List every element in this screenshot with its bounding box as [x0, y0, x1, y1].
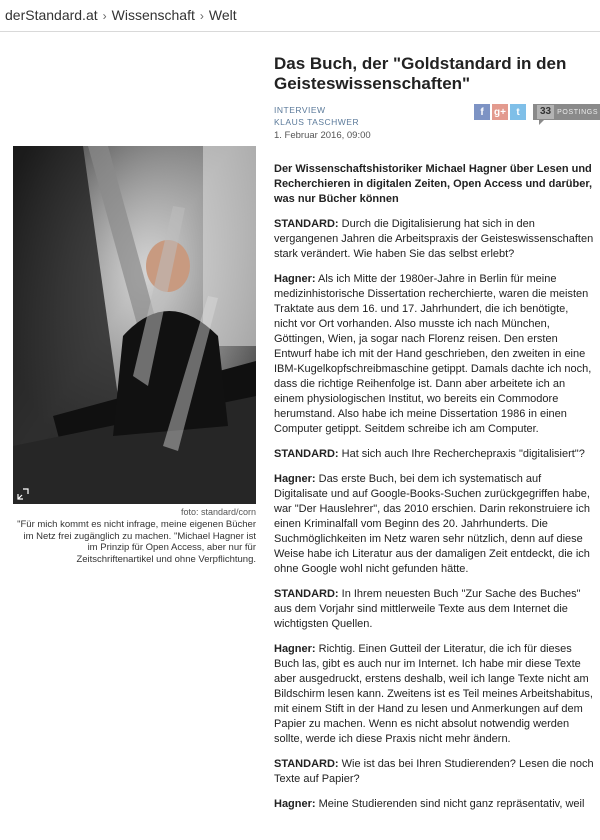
speech-bubble-tail-icon — [539, 120, 544, 125]
article-headline: Das Buch, der "Goldstandard in den Geisteswissenschaften" — [274, 54, 567, 93]
paragraph-text: Meine Studierenden sind nicht ganz repräsentativ, weil — [315, 798, 585, 810]
article-meta — [274, 104, 599, 154]
speaker-label: STANDARD: — [274, 448, 339, 460]
speaker-label: Hagner: — [274, 643, 316, 655]
breadcrumb-separator: › — [102, 9, 107, 23]
paragraph-text: Durch die Digitalisierung hat sich in den vergangenen Jahren die Arbeitspraxis der Geisteswissenschaften stark verändert. Wie haben Sie das selbst erlebt? — [274, 218, 594, 260]
speaker-label: Hagner: — [274, 798, 316, 810]
article-lead: Der Wissenschaftshistoriker Michael Hagner über Lesen und Recherchieren in digitalen Zeiten, Open Access und darüber, was nur Bücher können — [274, 163, 593, 205]
article-kicker[interactable]: INTERVIEW — [274, 105, 326, 115]
breadcrumb-site-link[interactable]: derStandard.at — [5, 7, 98, 23]
postings-count: 33 — [537, 105, 554, 119]
paragraph-text: Als ich Mitte der 1980er-Jahre in Berlin für meine medizinhistorische Dissertation recherchierte, waren die meisten Traktate aus dem 16. und 17. Jahrhundert, die ich benötigte, nicht vor Ort vorhanden. Also musste ich nach München, Göttingen, Wien, ja sogar nach Florenz reisen. Den ersten Entwurf habe ich mit der Hand geschrieben, den zweiten in eine IBM-Kugelkopfschreibmaschine getippt. Damals dachte ich noch, dass die richtige Reihenfolge ist. Dann aber arbeitete ich an einem physiologischen Institut, wo bereits ein Commodore herumstand. Also habe ich meine Dissertation 1986 in einen Computer getippt. Seitdem schreibe ich am Computer. — [274, 273, 592, 435]
interview-paragraph — [274, 587, 594, 632]
interview-paragraph — [274, 472, 594, 577]
speaker-label: STANDARD: — [274, 218, 339, 230]
postings-button[interactable] — [533, 104, 600, 120]
paragraph-text: Das erste Buch, bei dem ich systematisch auf Digitalisate und auf Google-Books-Suchen zurückgegriffen habe, war "Der Hauslehrer", das 2010 erschien. Darin rekonstruiere ich einen Kriminalfall vom Beginn des 20. Jahrhunderts. Die Suchmöglichkeiten im Netz waren sehr nützlich, denn auf diese Weise habe ich Literatur aus der damaligen Zeit entdeckt, die ich ohne Google wohl nicht gefunden hätte. — [274, 473, 590, 575]
speaker-label: Hagner: — [274, 473, 316, 485]
paragraph-text: Hat sich auch Ihre Recherchepraxis "digitalisiert"? — [338, 448, 585, 460]
twitter-share-icon[interactable]: t — [510, 104, 526, 120]
interview-paragraph — [274, 447, 594, 462]
interview-paragraph — [274, 642, 594, 747]
paragraph-text: Richtig. Einen Gutteil der Literatur, die ich für dieses Buch las, gibt es auch nur im Internet. Ich habe mir diese Texte aber ausgedruckt, erstens deshalb, weil ich lange Texte nicht am Bildschirm lesen kann. Zweitens ist es Teil meines Arbeitshabitus, mit einem Stift in der Hand zu lesen und Anmerkungen auf dem Papier zu machen. Wenn es nicht absolut notwendig werden sollte, werde ich diese Praxis nicht mehr ändern. — [274, 643, 593, 745]
paragraph-text: Wie ist das bei Ihren Studierenden? Lesen die noch Texte auf Papier? — [274, 758, 594, 785]
article-date: 1. Februar 2016, 09:00 — [274, 130, 371, 141]
breadcrumb — [0, 0, 600, 32]
speaker-label: STANDARD: — [274, 588, 339, 600]
facebook-share-icon[interactable]: f — [474, 104, 490, 120]
photo-credit: foto: standard/corn — [180, 507, 256, 517]
interview-paragraph — [274, 757, 594, 787]
article-author[interactable]: KLAUS TASCHWER — [274, 117, 360, 127]
postings-label: POSTINGS — [557, 108, 599, 116]
speaker-label: Hagner: — [274, 273, 316, 285]
article-photo[interactable] — [13, 146, 256, 504]
breadcrumb-section-link[interactable]: Wissenschaft — [111, 7, 195, 23]
breadcrumb-separator: › — [199, 9, 204, 23]
article-body — [274, 54, 599, 812]
speaker-label: STANDARD: — [274, 758, 339, 770]
interview-paragraph — [274, 272, 594, 437]
interview-paragraph — [274, 797, 594, 812]
photo-image — [13, 146, 256, 504]
share-buttons — [474, 104, 526, 120]
photo-caption: "Für mich kommt es nicht infrage, meine eigenen Bücher im Netz frei zugänglich zu machen. "Michael Hagner ist im Prinzip für Open Access, aber nur für Zeitschriftenartikel und ohne Verpflichtung. — [17, 519, 256, 565]
breadcrumb-subsection-link[interactable]: Welt — [208, 7, 237, 23]
googleplus-share-icon[interactable]: g+ — [492, 104, 508, 120]
paragraph-text: In Ihrem neuesten Buch "Zur Sache des Buches" aus dem Vorjahr sind mittlerweile Texte aus dem Internet die wichtigsten Quellen. — [274, 588, 581, 630]
expand-icon[interactable] — [17, 488, 29, 500]
interview-paragraph — [274, 217, 594, 262]
